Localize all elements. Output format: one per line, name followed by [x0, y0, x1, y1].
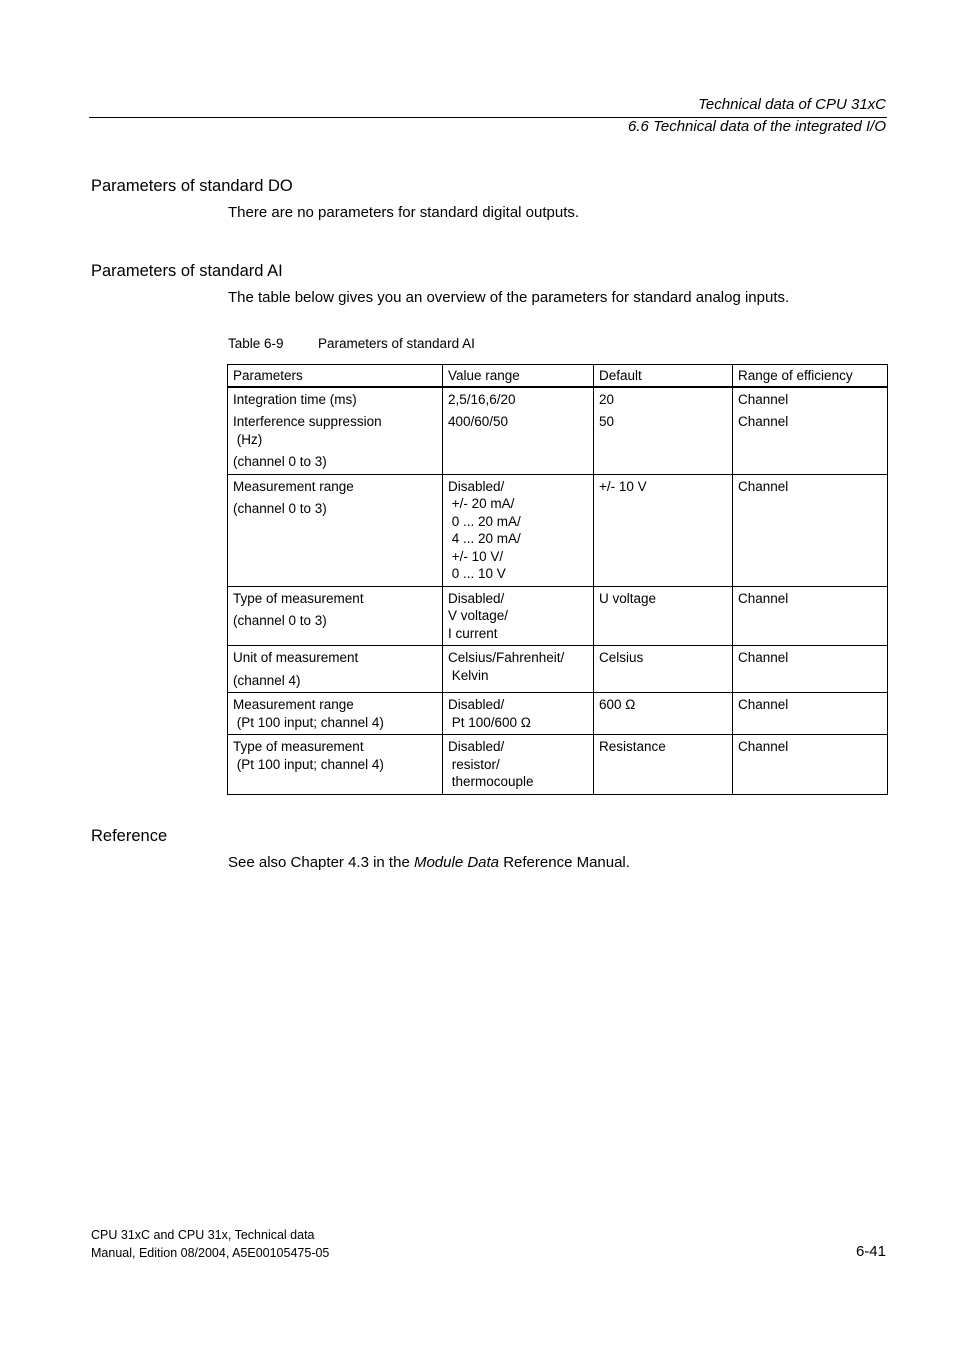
cell-efficiency [733, 387, 888, 475]
table-row [228, 474, 888, 586]
cell-value-range [443, 646, 594, 693]
cell-line: Disabled/ [448, 739, 505, 754]
cell-line: Kelvin [448, 667, 489, 683]
cell-line: Integration time (ms) [233, 391, 357, 407]
cell-line: Measurement range [233, 478, 354, 494]
cell-default [594, 474, 733, 586]
table-row [228, 646, 888, 693]
cell-line: (channel 0 to 3) [233, 501, 327, 516]
cell-line: 4 ... 20 mA/ [448, 531, 521, 546]
cell-default [594, 646, 733, 693]
cell-line: (Pt 100 input; channel 4) [233, 756, 384, 772]
cell-line: I current [448, 625, 498, 641]
cell-efficiency [733, 586, 888, 646]
cell-parameters [228, 474, 443, 586]
do-heading: Parameters of standard DO [91, 177, 293, 195]
column-header-parameters: Parameters [228, 365, 443, 387]
table-caption [228, 336, 475, 351]
cell-line: Type of measurement [233, 590, 364, 606]
cell-default [594, 387, 733, 475]
cell-value-range [443, 474, 594, 586]
cell-line: (Pt 100 input; channel 4) [233, 714, 384, 730]
ai-text: The table below gives you an overview of the parameters for standard analog inputs. [228, 289, 790, 306]
cell-default [594, 586, 733, 646]
cell-line: 0 ... 10 V [448, 566, 506, 581]
cell-line: 600 Ω [599, 697, 636, 712]
cell-line: +/- 10 V/ [448, 548, 504, 564]
cell-default [594, 735, 733, 795]
cell-parameters [228, 387, 443, 475]
cell-line: 400/60/50 [448, 414, 509, 429]
cell-value-range [443, 735, 594, 795]
cell-efficiency [733, 474, 888, 586]
table-row [228, 387, 888, 475]
cell-line: thermocouple [448, 774, 534, 789]
cell-line: 50 [599, 414, 615, 429]
table-row [228, 735, 888, 795]
cell-line: Disabled/ [448, 478, 505, 494]
cell-line: V voltage/ [448, 608, 509, 623]
cell-line: (channel 4) [233, 672, 301, 688]
cell-line: Disabled/ [448, 590, 505, 606]
cell-efficiency [733, 693, 888, 735]
cell-line: Channel [738, 590, 789, 606]
column-header-default: Default [594, 365, 733, 387]
reference-text-after: Reference Manual. [499, 854, 630, 871]
cell-line: Resistance [599, 739, 666, 754]
cell-parameters [228, 586, 443, 646]
reference-text-before: See also Chapter 4.3 in the [228, 854, 414, 871]
parameters-table [227, 364, 888, 795]
cell-line: Interference suppression [233, 414, 382, 429]
header-section: 6.6 Technical data of the integrated I/O [628, 118, 886, 135]
cell-value-range [443, 693, 594, 735]
cell-value-range [443, 387, 594, 475]
column-header-value-range: Value range [443, 365, 594, 387]
cell-line: Type of measurement [233, 739, 364, 754]
cell-line: +/- 20 mA/ [448, 496, 515, 511]
reference-heading: Reference [91, 827, 168, 845]
cell-value-range [443, 586, 594, 646]
header-chapter: Technical data of CPU 31xC [698, 96, 886, 113]
footer-line-1: CPU 31xC and CPU 31x, Technical data [91, 1228, 315, 1242]
cell-line: resistor/ [448, 756, 500, 772]
ai-heading: Parameters of standard AI [91, 262, 283, 280]
cell-parameters [228, 693, 443, 735]
table-caption-label: Table 6-9 [228, 336, 284, 351]
cell-line: Pt 100/600 Ω [448, 714, 531, 730]
cell-line: (Hz) [233, 431, 263, 447]
cell-line: 2,5/16,6/20 [448, 391, 516, 407]
cell-efficiency [733, 735, 888, 795]
cell-line: (channel 0 to 3) [233, 454, 327, 469]
cell-line: Channel [738, 414, 789, 429]
cell-line: Channel [738, 650, 789, 665]
do-text: There are no parameters for standard digital outputs. [228, 204, 580, 221]
cell-default [594, 693, 733, 735]
table-caption-title: Parameters of standard AI [318, 336, 475, 351]
cell-line: 0 ... 20 mA/ [448, 513, 521, 529]
reference-manual-title: Module Data [413, 854, 500, 871]
cell-line: Channel [738, 391, 789, 407]
footer-line-2: Manual, Edition 08/2004, A5E00105475-05 [91, 1246, 330, 1260]
column-header-range-of-efficiency: Range of efficiency [733, 365, 888, 387]
cell-line: Channel [738, 697, 789, 712]
cell-line: Measurement range [233, 697, 354, 712]
page-number: 6-41 [855, 1243, 886, 1260]
cell-line: Celsius/Fahrenheit/ [448, 650, 565, 665]
cell-line: +/- 10 V [599, 478, 647, 494]
cell-parameters [228, 646, 443, 693]
cell-parameters [228, 735, 443, 795]
cell-line: Celsius [599, 650, 644, 665]
table-row [228, 586, 888, 646]
cell-line: 20 [599, 391, 615, 407]
cell-line: Disabled/ [448, 697, 505, 712]
cell-line: Channel [738, 739, 789, 754]
table-header-row [228, 365, 888, 387]
cell-line: U voltage [599, 590, 657, 606]
cell-line: Unit of measurement [233, 650, 359, 665]
reference-text [228, 854, 630, 871]
cell-efficiency [733, 646, 888, 693]
table-row [228, 693, 888, 735]
cell-line: Channel [738, 478, 789, 494]
cell-line: (channel 0 to 3) [233, 613, 327, 628]
